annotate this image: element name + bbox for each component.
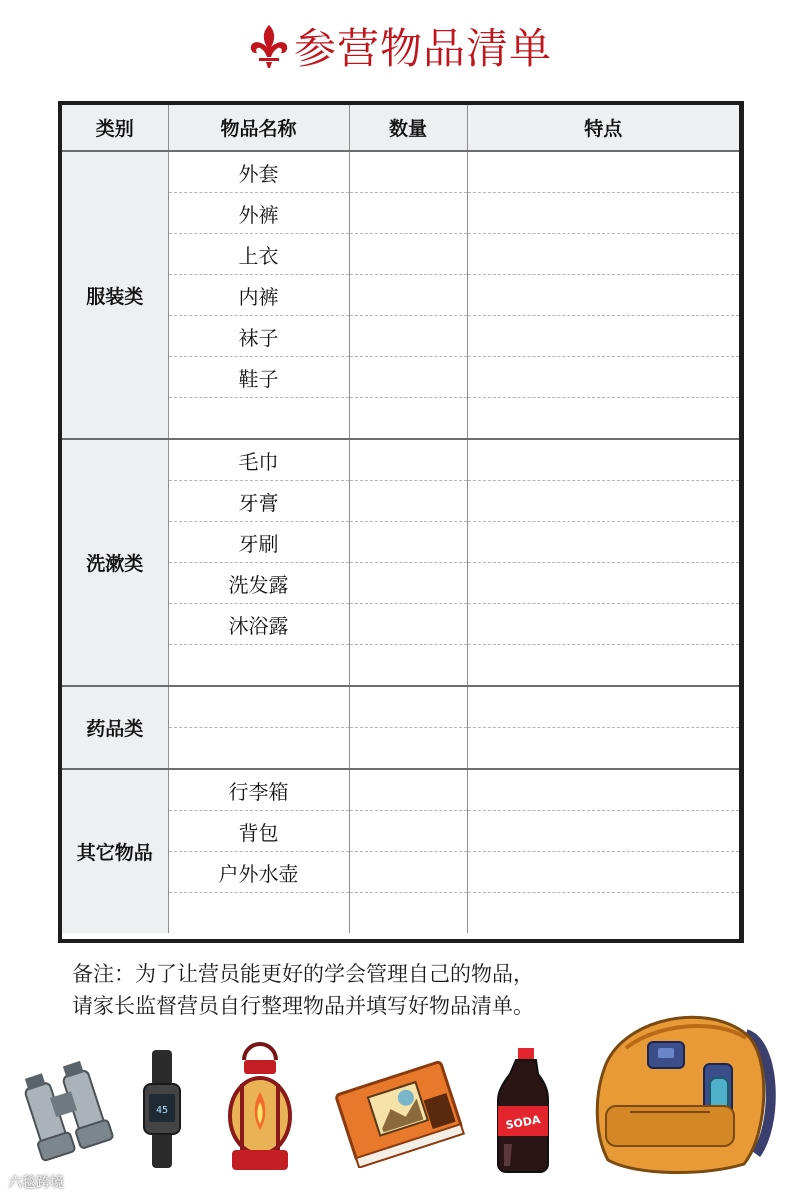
item-name: 鞋子	[168, 357, 349, 398]
features-cell[interactable]	[467, 234, 739, 275]
item-name[interactable]	[168, 728, 349, 770]
watermark: 六毯跨境	[8, 1175, 64, 1191]
features-cell[interactable]	[467, 893, 739, 934]
table-row	[62, 151, 739, 193]
watch-display: 45	[155, 1105, 169, 1116]
quantity-cell[interactable]	[349, 357, 467, 398]
item-name: 背包	[168, 811, 349, 852]
features-cell[interactable]	[467, 481, 739, 522]
features-cell[interactable]	[467, 604, 739, 645]
quantity-cell[interactable]	[349, 728, 467, 770]
header-item-name: 物品名称	[168, 105, 349, 151]
fleur-de-lis-icon	[248, 23, 290, 69]
quantity-cell[interactable]	[349, 234, 467, 275]
title-bar	[0, 18, 800, 74]
quantity-cell[interactable]	[349, 852, 467, 893]
quantity-cell[interactable]	[349, 398, 467, 440]
header-row	[62, 105, 739, 151]
features-cell[interactable]	[467, 439, 739, 481]
item-name: 牙刷	[168, 522, 349, 563]
item-name[interactable]	[168, 893, 349, 934]
category-medicine: 药品类	[62, 686, 168, 769]
item-name: 行李箱	[168, 769, 349, 811]
features-cell[interactable]	[467, 852, 739, 893]
page-title: 参营物品清单	[293, 24, 552, 73]
category-clothing: 服装类	[62, 151, 168, 439]
quantity-cell[interactable]	[349, 522, 467, 563]
soda-label: SODA	[504, 1113, 542, 1132]
quantity-cell[interactable]	[349, 604, 467, 645]
note-line-2: 请家长监督营员自行整理物品并填写好物品清单。	[72, 994, 534, 1018]
features-cell[interactable]	[467, 316, 739, 357]
table-row	[62, 769, 739, 811]
item-name: 牙膏	[168, 481, 349, 522]
item-name: 洗发露	[168, 563, 349, 604]
features-cell[interactable]	[467, 686, 739, 728]
table-row	[62, 439, 739, 481]
item-name[interactable]	[168, 645, 349, 687]
features-cell[interactable]	[467, 275, 739, 316]
header-category: 类别	[62, 105, 168, 151]
features-cell[interactable]	[467, 193, 739, 234]
note-line-1: 备注：为了让营员能更好的学会管理自己的物品，	[72, 962, 534, 986]
header-features: 特点	[467, 105, 739, 151]
soda-bottle-icon	[490, 1044, 556, 1174]
quantity-cell[interactable]	[349, 563, 467, 604]
header-quantity: 数量	[349, 105, 467, 151]
table-row	[62, 686, 739, 728]
features-cell[interactable]	[467, 151, 739, 193]
features-cell[interactable]	[467, 728, 739, 770]
checklist-table	[58, 101, 744, 943]
item-name: 内裤	[168, 275, 349, 316]
features-cell[interactable]	[467, 769, 739, 811]
features-cell[interactable]	[467, 522, 739, 563]
watch-icon	[140, 1048, 184, 1170]
quantity-cell[interactable]	[349, 811, 467, 852]
item-name: 上衣	[168, 234, 349, 275]
note	[72, 958, 534, 1022]
item-name: 外套	[168, 151, 349, 193]
item-name: 户外水壶	[168, 852, 349, 893]
quantity-cell[interactable]	[349, 769, 467, 811]
features-cell[interactable]	[467, 563, 739, 604]
quantity-cell[interactable]	[349, 893, 467, 934]
quantity-cell[interactable]	[349, 275, 467, 316]
category-toiletries: 洗漱类	[62, 439, 168, 686]
features-cell[interactable]	[467, 398, 739, 440]
item-name[interactable]	[168, 686, 349, 728]
quantity-cell[interactable]	[349, 151, 467, 193]
features-cell[interactable]	[467, 645, 739, 687]
item-name: 沐浴露	[168, 604, 349, 645]
quantity-cell[interactable]	[349, 686, 467, 728]
features-cell[interactable]	[467, 811, 739, 852]
backpack-icon	[586, 1004, 782, 1180]
quantity-cell[interactable]	[349, 316, 467, 357]
quantity-cell[interactable]	[349, 645, 467, 687]
quantity-cell[interactable]	[349, 481, 467, 522]
quantity-cell[interactable]	[349, 439, 467, 481]
quantity-cell[interactable]	[349, 193, 467, 234]
binoculars-icon	[12, 1058, 132, 1170]
category-other: 其它物品	[62, 769, 168, 933]
item-name: 毛巾	[168, 439, 349, 481]
item-name[interactable]	[168, 398, 349, 440]
item-name: 外裤	[168, 193, 349, 234]
item-name: 袜子	[168, 316, 349, 357]
lantern-icon	[220, 1040, 300, 1174]
features-cell[interactable]	[467, 357, 739, 398]
book-icon	[334, 1056, 468, 1168]
